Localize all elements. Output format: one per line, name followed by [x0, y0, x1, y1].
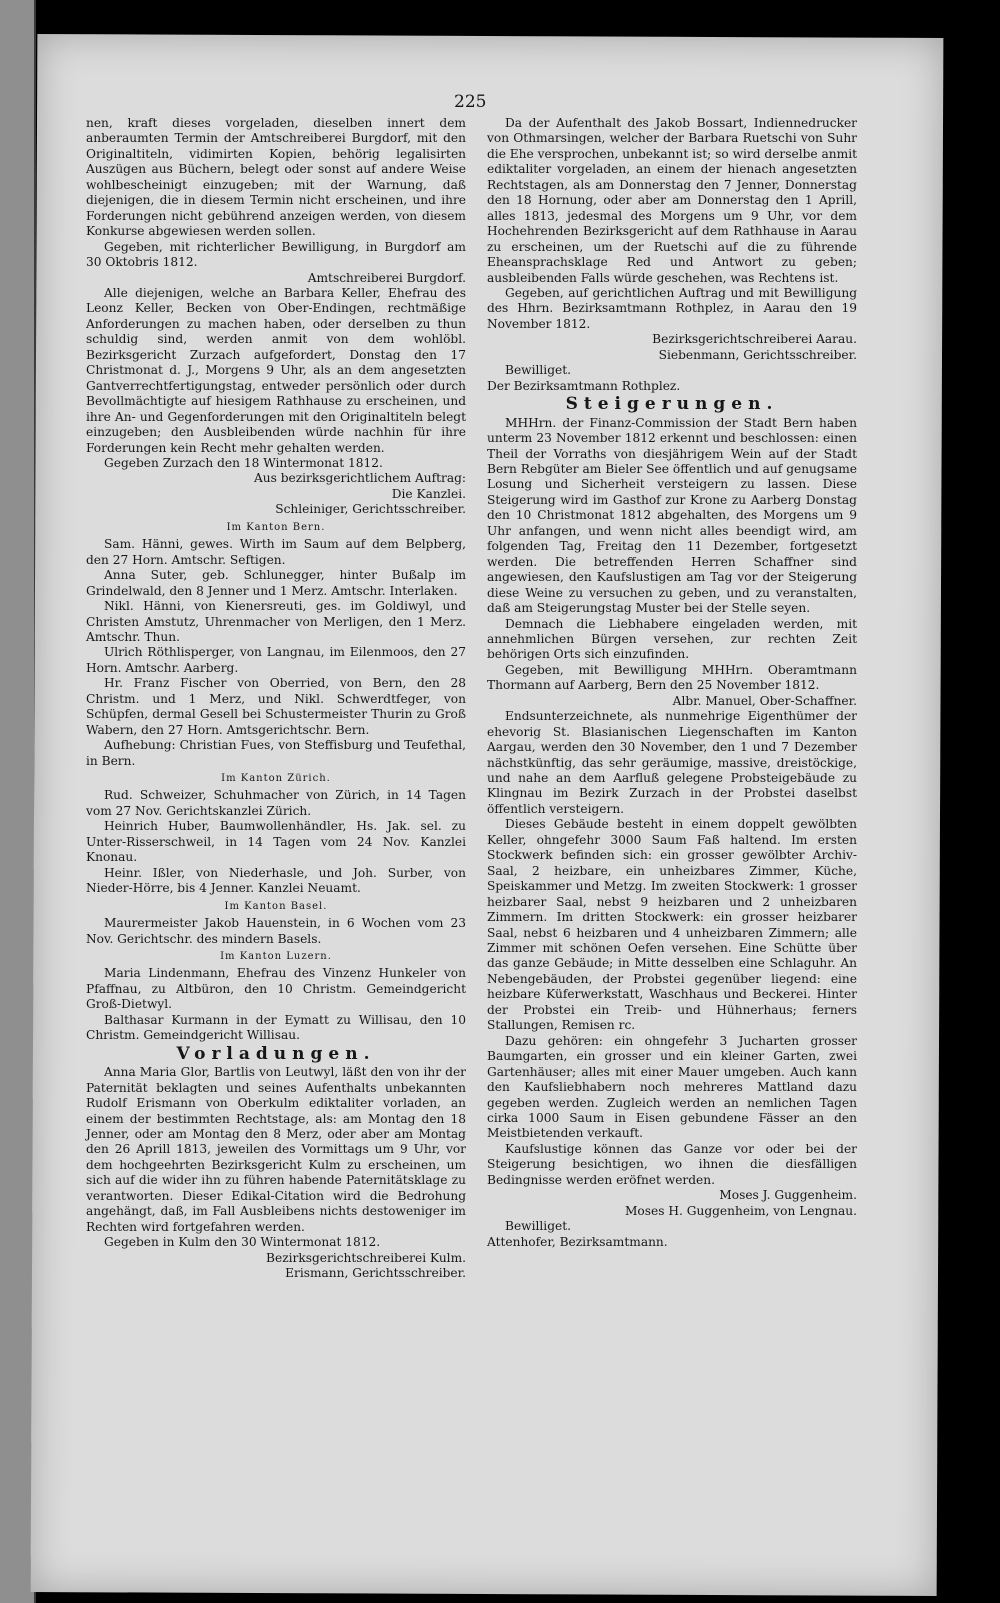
- paragraph: Moses H. Guggenheim, von Lengnau.: [624, 1203, 857, 1218]
- canton-subheading: Im Kanton Luzern.: [220, 951, 332, 963]
- paragraph: Moses J. Guggenheim.: [719, 1188, 857, 1203]
- paragraph: Schleiniger, Gerichtsschreiber.: [275, 502, 466, 517]
- paragraph: Da der Aufenthalt des Jakob Bossart, Indiennedrucker von Othmarsingen, welcher der Barbara Ruetschi von Suhr die Ehe versprochen, unbekannt ist; so wird derselbe anmit ediktaliter vorgeladen, an einem der hienach angesetzten Rechtstagen, als am Donnerstag den 7 Jenner, Donnerstag den 18 Hornung, oder aber am Donnerstag den 1 Aprill, alles 1813, jedesmal des Morgens um 9 Uhr, vor dem Hochehrenden Bezirksgericht auf dem Rathhause in Aarau zu erscheinen, um der Ruetschi auf die zu führende Eheansprachsklage Red und Antwort zu geben; ausbleibenden Falls würde geschehen, was Rechtens ist.: [487, 116, 857, 285]
- paragraph: Anna Suter, geb. Schlunegger, hinter Bußalp im Grindelwald, den 8 Jenner und 1 Merz. Amtschr. Interlaken.: [86, 568, 466, 598]
- paragraph: Gegeben Zurzach den 18 Wintermonat 1812.: [104, 455, 383, 470]
- paragraph: Dazu gehören: ein ohngefehr 3 Jucharten grosser Baumgarten, ein grosser und ein kleiner Garten, zwei Gartenhäuser; alles mit einer Mauer umgeben. Auch kann den Kaufsliebhabern noch mehreres Mattland dazu gegeben werden. Zugleich werden an nemlichen Tagen cirka 1000 Saum in Eisen gebundene Fässer an den Meistbietenden verkauft.: [487, 1033, 857, 1141]
- paragraph: Albr. Manuel, Ober-Schaffner.: [672, 693, 857, 708]
- page-number: 225: [454, 92, 487, 112]
- canton-subheading: Im Kanton Zürich.: [221, 773, 331, 785]
- paragraph: Aufhebung: Christian Fues, von Steffisburg und Teufethal, in Bern.: [86, 738, 466, 768]
- paragraph: Der Bezirksamtmann Rothplez.: [487, 378, 681, 393]
- paragraph: Hr. Franz Fischer von Oberried, von Bern, den 28 Christm. und 1 Merz, und Nikl. Schwerdtfeger, von Schüpfen, dermal Gesell bei Schustermeister Thurin zu Groß Wabern, den 27 Horn. Amtsgerichtschr. Bern.: [86, 676, 466, 737]
- paragraph: Erismann, Gerichtsschreiber.: [285, 1266, 466, 1281]
- paragraph: Bewilliget.: [505, 363, 571, 378]
- paragraph: Anna Maria Glor, Bartlis von Leutwyl, läßt den von ihr der Paternität beklagten und seines Aufenthalts unbekannten Rudolf Erismann von Oberkulm ediktaliter vorladen, an einem der bestimmten Rechtstage, als: am Montag den 18 Jenner, oder am Montag den 8 Merz, oder aber am Montag den 26 Aprill 1813, jeweilen des Vormittags um 9 Uhr, vor dem hochgeehrten Bezirksgericht Kulm zu erscheinen, um sich auf die wider ihn zu führen habende Paternitätsklage zu verantworten. Dieser Edikal-Citation wird die Bedrohung angehängt, daß, im Fall Ausbleibens nichts destoweniger im Rechten wird fortgefahren werden.: [86, 1065, 466, 1234]
- paragraph: Bewilliget.: [505, 1219, 571, 1234]
- paragraph: Nikl. Hänni, von Kienersreuti, ges. im Goldiwyl, und Christen Amstutz, Uhrenmacher von Merligen, den 1 Merz. Amtschr. Thun.: [86, 599, 466, 644]
- section-heading: Steigerungen.: [565, 394, 779, 415]
- paragraph: Bezirksgerichtschreiberei Kulm.: [266, 1250, 466, 1265]
- section-heading: Vorladungen.: [176, 1043, 376, 1064]
- paragraph: Rud. Schweizer, Schuhmacher von Zürich, in 14 Tagen vom 27 Nov. Gerichtskanzlei Zürich.: [86, 788, 466, 818]
- paragraph: Maurermeister Jakob Hauenstein, in 6 Wochen vom 23 Nov. Gerichtschr. des mindern Basels.: [86, 916, 466, 946]
- paragraph: Ulrich Röthlisperger, von Langnau, im Eilenmoos, den 27 Horn. Amtschr. Aarberg.: [86, 645, 466, 675]
- paragraph: Balthasar Kurmann in der Eymatt zu Willisau, den 10 Christm. Gemeindgericht Willisau.: [86, 1012, 466, 1043]
- paragraph: Siebenmann, Gerichtsschreiber.: [658, 347, 857, 362]
- paragraph: Gegeben, mit Bewilligung MHHrn. Oberamtmann Thormann auf Aarberg, Bern den 25 November 1812.: [487, 662, 857, 693]
- paragraph: Maria Lindenmann, Ehefrau des Vinzenz Hunkeler von Pfaffnau, zu Altbüron, den 10 Christm. Gemeindgericht Groß-Dietwyl.: [86, 966, 466, 1012]
- paragraph: Demnach die Liebhabere eingeladen werden, mit annehmlichen Bürgen versehen, zur rechten Zeit behörigen Orts sich einzufinden.: [487, 616, 857, 662]
- paragraph: Attenhofer, Bezirksamtmann.: [487, 1234, 668, 1249]
- canton-subheading: Im Kanton Basel.: [224, 900, 328, 912]
- paragraph: nen, kraft dieses vorgeladen, dieselben innert dem anberaumten Termin der Amtschreiberei Burgdorf, mit den Originaltiteln, vidimirten Kopien, behörig legalisirten Auszügen aus Büchern, belegt oder sonst auf andere Weise wohlbescheinigt einzugeben; mit der Warnung, daß diejenigen, die in diesem Termin nicht erscheinen, und ihre Forderungen nicht gebührend anzeigen werden, von diesem Konkurse abgewiesen werden sollen.: [86, 116, 466, 239]
- paragraph: Aus bezirksgerichtlichem Auftrag:: [253, 471, 466, 486]
- paragraph: Bezirksgerichtschreiberei Aarau.: [652, 332, 857, 347]
- paragraph: Endsunterzeichnete, als nunmehrige Eigenthümer der ehevorig St. Blasianischen Liegenschaften im Kanton Aargau, werden den 30 November, den 1 und 7 Dezember nächstkünftig, das sehr geräumige, massive, dreistöckige, und nahe an dem Aarfluß gelegene Probsteigebäude zu Klingnau im Bezirk Zurzach in der Probstei daselbst öffentlich versteigern.: [487, 709, 857, 816]
- right-column: [487, 116, 857, 1250]
- paragraph: Alle diejenigen, welche an Barbara Keller, Ehefrau des Leonz Keller, Becken von Ober-Endingen, rechtmäßige Anforderungen zu machen haben, oder derselben zu thun schuldig sind, werden anmit von dem wohlöbl. Bezirksgericht Zurzach aufgefordert, Donstag den 17 Christmonat d. J., Morgens 9 Uhr, als an dem angesetzten Gantverrechtfertigungstag, entweder persönlich oder durch Bevollmächtigte auf hiesigem Rathhause zu erscheinen, und ihre An- und Gegenforderungen mit den Originaltiteln belegt einzugeben; den Ausbleibenden würde nachhin für ihre Forderungen kein Recht mehr gehalten werden.: [86, 285, 466, 455]
- paragraph: Kaufslustige können das Ganze vor oder bei der Steigerung besichtigen, wo ihnen die diesfälligen Bedingnisse werden eröfnet werden.: [487, 1141, 857, 1187]
- paragraph: Gegeben in Kulm den 30 Wintermonat 1812.: [104, 1235, 381, 1250]
- paragraph: Gegeben, auf gerichtlichen Auftrag und mit Bewilligung des Hhrn. Bezirksamtmann Rothplez, in Aarau den 19 November 1812.: [487, 285, 857, 331]
- adjacent-page-edge: [0, 0, 36, 1603]
- paragraph: Amtschreiberei Burgdorf.: [307, 270, 466, 285]
- paragraph: Sam. Hänni, gewes. Wirth im Saum auf dem Belpberg, den 27 Horn. Amtschr. Seftigen.: [86, 537, 466, 567]
- paragraph: Dieses Gebäude besteht in einem doppelt gewölbten Keller, ohngefehr 3000 Saum Faß haltend. Im ersten Stockwerk befinden sich: ein grosser gewölbter Archiv-Saal, 2 heizbare, ein unheizbares Zimmer, Küche, Speiskammer und Metzg. Im zweiten Stockwerk: 1 grosser heizbarer Saal, nebst 9 heizbaren und 2 unheizbaren Zimmern. Im dritten Stockwerk: ein grosser heizbarer Saal, nebst 6 heizbaren und 4 unheizbaren Zimmern; alle Zimmer mit schönen Oefen versehen. Eine Schütte über das ganze Gebäude; in Mitte desselben eine Schlaguhr. An Nebengebäuden, der Probstei gegenüber liegend: eine heizbare Küferwerkstatt, Waschhaus und Beckerei. Hinter der Probstei ein Treib- und Hühnerhaus; ferners Stallungen, Remisen rc.: [487, 817, 857, 1033]
- canton-subheading: Im Kanton Bern.: [226, 521, 326, 533]
- paragraph: Gegeben, mit richterlicher Bewilligung, in Burgdorf am 30 Oktobris 1812.: [86, 239, 466, 270]
- paragraph: Heinr. Ißler, von Niederhasle, und Joh. Surber, von Nieder-Hörre, bis 4 Jenner. Kanzlei Neuamt.: [86, 865, 466, 896]
- paragraph: MHHrn. der Finanz-Commission der Stadt Bern haben unterm 23 November 1812 erkennt und beschlossen: einen Theil der Vorraths von diesjährigem Wein auf der Stadt Bern Rebgüter am Bieler See öffentlich und auf genugsame Losung und Sicherheit versteigern zu lassen. Diese Steigerung wird im Gasthof zur Krone zu Aarberg Donstag den 10 Christmonat 1812 abgehalten, des Morgens um 9 Uhr anfangen, und wenn nicht alles beendigt wird, am folgenden Tag, Freitag den 11 Dezember, fortgesetzt werden. Die betreffenden Herren Schaffner sind angewiesen, den Kaufslustigen am Tag vor der Steigerung diese Weine zu versuchen zu geben, und zu veranstalten, daß am Steigerungstag Muster bei der Stelle seyen.: [487, 415, 857, 616]
- left-column: [86, 116, 466, 1282]
- paragraph: Die Kanzlei.: [391, 486, 466, 501]
- paragraph: Heinrich Huber, Baumwollenhändler, Hs. Jak. sel. zu Unter-Risserschweil, in 14 Tagen vom 24 Nov. Kanzlei Knonau.: [86, 819, 466, 865]
